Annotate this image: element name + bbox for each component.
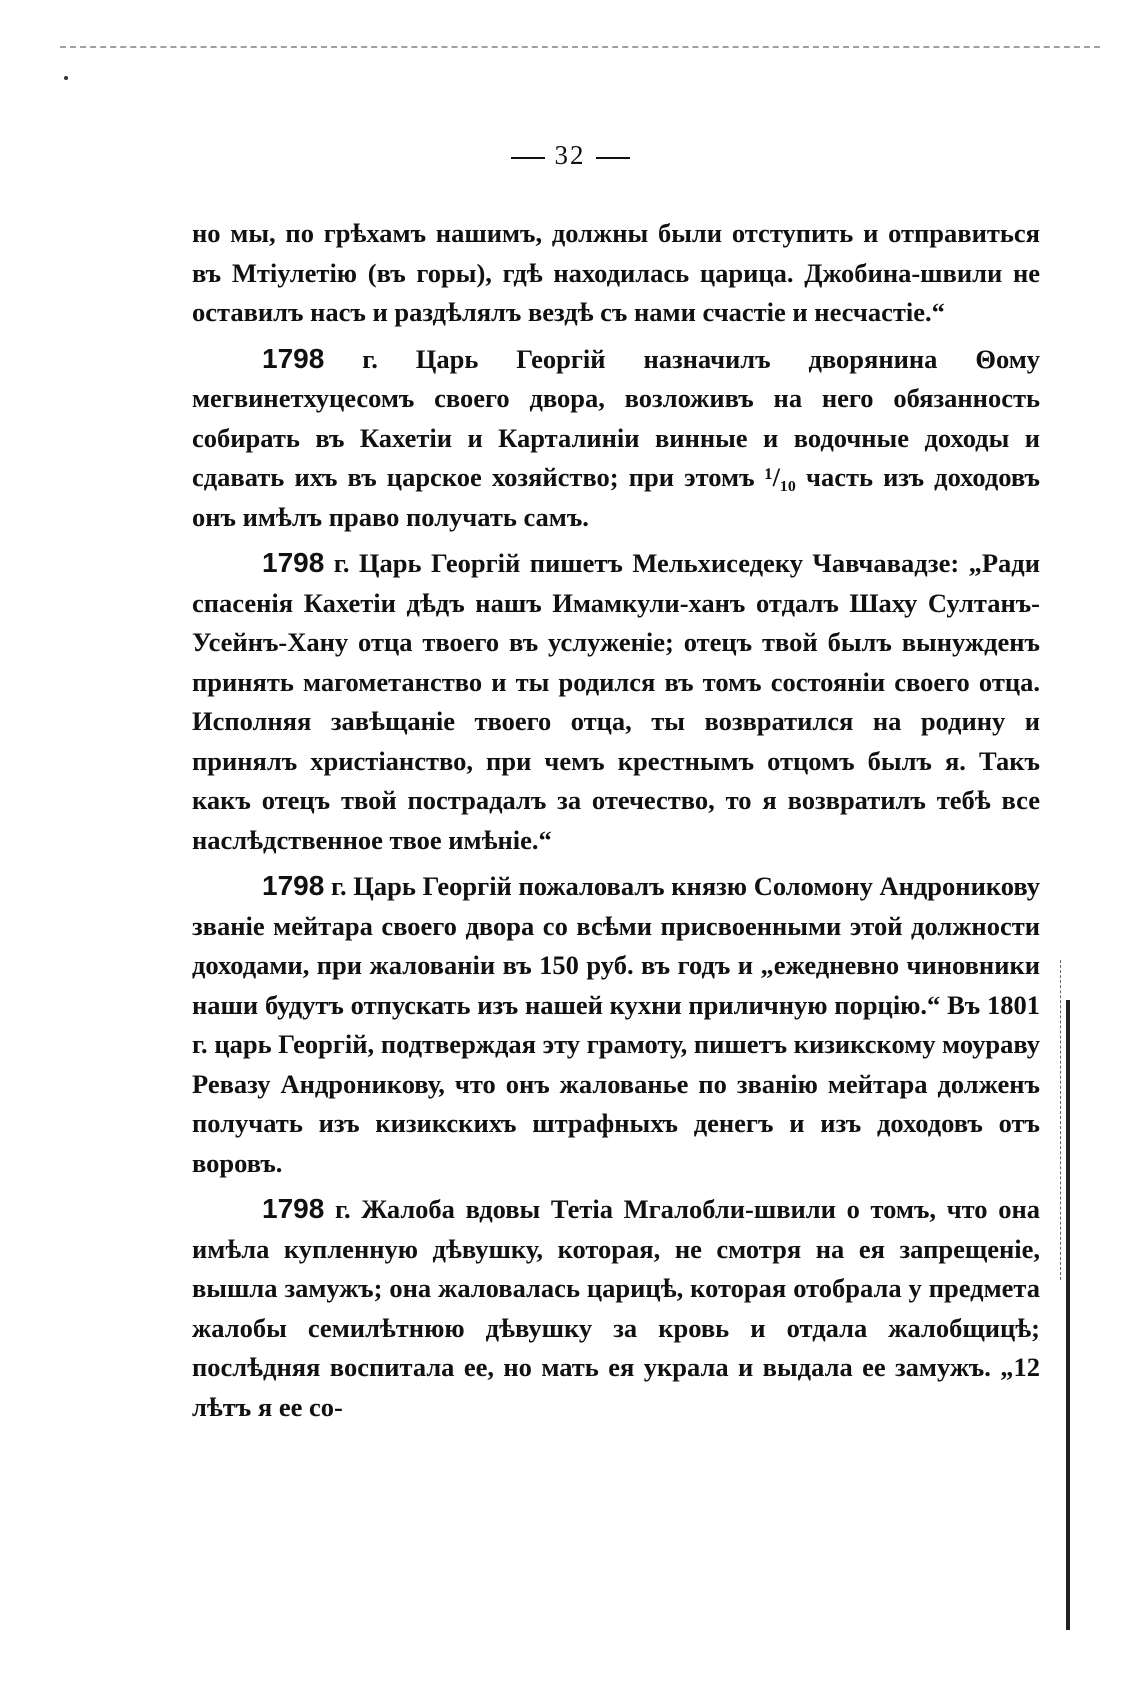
entry-year: 1798 (262, 547, 325, 578)
paragraph-entry (192, 866, 1040, 1183)
paragraph-text: г. Царь Георгій пожаловалъ князю Соломону Андроникову званіе мейтара своего двора со всѣми присвоенными этой должности доходами, при жалованіи въ 150 руб. въ годъ и „ежедневно чиновники наши будутъ отпускать изъ нашей кухни приличную порцію.“ Въ 1801 г. царь Георгій, подтверждая эту грамоту, пишетъ кизикскому моураву Ревазу Андроникову, что онъ жалованье по званію мейтара долженъ получать изъ кизикскихъ штрафныхъ денегъ и изъ доходовъ отъ воровъ. (192, 871, 1040, 1178)
body-text (192, 214, 1040, 1433)
paragraph-entry (192, 339, 1040, 538)
paragraph-text: но мы, по грѣхамъ нашимъ, должны были отступить и отправиться въ Мтіулетію (въ горы), гдѣ находилась царица. Джобина-швили не оставилъ насъ и раздѣлялъ вездѣ съ нами счастіе и несчастіе.“ (192, 218, 1040, 327)
entry-year: 1798 (262, 870, 325, 901)
page-number-dash-left (511, 157, 545, 159)
right-margin-rule (1066, 1000, 1070, 1630)
top-edge-rule (60, 46, 1100, 48)
paragraph-entry (192, 1189, 1040, 1427)
page-number-dash-right (596, 157, 630, 159)
right-margin-dashes (1060, 960, 1062, 1280)
paragraph-continuation (192, 214, 1040, 333)
entry-year: 1798 (262, 1193, 325, 1224)
paragraph-entry (192, 543, 1040, 860)
page-number-value: 32 (554, 140, 586, 170)
paragraph-text: г. Царь Георгій назначилъ дворянина Θому мегвинетхуцесомъ своего двора, возложивъ на него обязанность собирать въ Кахетіи и Карталиніи винные и водочные доходы и сдавать ихъ въ царское хозяйство; при этомъ ¹/₁₀ часть изъ доходовъ онъ имѣлъ право получать самъ. (192, 343, 1040, 532)
paragraph-text: г. Жалоба вдовы Тетіа Мгалобли-швили о томъ, что она имѣла купленную дѣвушку, которая, не смотря на ея запрещеніе, вышла замужъ; она жаловалась царицѣ, которая отобрала у предмета жалобы семилѣтнюю дѣвушку за кровь и отдала жалобщицѣ; послѣдняя воспитала ее, но мать ея украла и выдала ее замужъ. „12 лѣтъ я ее со- (192, 1194, 1040, 1422)
scan-speck (64, 76, 68, 80)
page-number (0, 140, 1140, 171)
paragraph-text: г. Царь Георгій пишетъ Мельхиседеку Чавчавадзе: „Ради спасенія Кахетіи дѣдъ нашъ Имамкули-ханъ отдалъ Шаху Султанъ-Усейнъ-Хану отца твоего въ услуженіе; отецъ твой былъ вынужденъ принять магометанство и ты родился въ томъ состояніи своего отца. Исполняя завѣщаніе твоего отца, ты возвратился на родину и принялъ христіанство, при чемъ крестнымъ отцомъ былъ я. Такъ какъ отецъ твой пострадалъ за отечество, то я возвратилъ тебѣ все наслѣдственное твое имѣніе.“ (192, 548, 1040, 855)
entry-year: 1798 (262, 342, 325, 374)
